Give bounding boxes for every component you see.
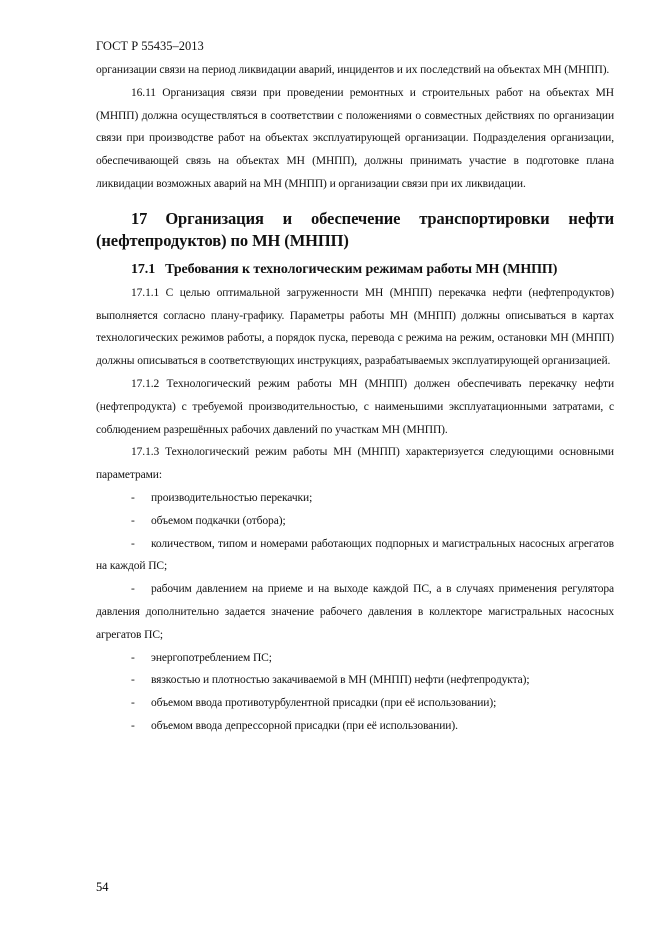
list-item xyxy=(96,692,614,715)
section-17-1-title: Требования к технологическим режимам работы МН (МНПП) xyxy=(165,261,558,277)
list-dash: - xyxy=(131,719,135,732)
list-item xyxy=(96,715,614,738)
list-item-text: количеством, типом и номерами работающих подпорных и магистральных насосных агрегатов на каждой ПС; xyxy=(96,537,614,573)
section-17-title: Организация и обеспечение транспортировки нефти (нефтепродуктов) по МН (МНПП) xyxy=(96,208,614,250)
list-dash: - xyxy=(131,537,135,550)
list-dash: - xyxy=(131,674,135,687)
paragraph-17-1-1: 17.1.1 С целью оптимальной загруженности МН (МНПП) перекачка нефти (нефтепродуктов) выполняется согласно плану-графику. Параметры работы МН (МНПП) должны описываться в картах технологических режимов работы, а порядок пуска, перевода с режима на режим, остановки МН (МНПП) должны описываться в соответствующих инструкциях, разрабатываемых эксплуатирующей организацией. xyxy=(96,286,614,368)
section-17-heading xyxy=(96,208,614,252)
list-dash: - xyxy=(131,583,135,596)
list-item-text: производительностью перекачки; xyxy=(151,491,313,504)
paragraph-17-1-3: 17.1.3 Технологический режим работы МН (МНПП) характеризуется следующими основными параметрами: xyxy=(96,446,614,482)
list-item xyxy=(96,669,614,692)
section-17-1-heading xyxy=(96,262,614,278)
list-item-text: объемом ввода депрессорной присадки (при её использовании). xyxy=(151,719,458,732)
list-item-text: энергопотреблением ПС; xyxy=(151,651,272,664)
parameters-list xyxy=(96,487,614,738)
list-item xyxy=(96,510,614,533)
page-number: 54 xyxy=(96,880,109,894)
paragraph-16-11: 16.11 Организация связи при проведении ремонтных и строительных работ на объектах МН (МНПП) должна осуществляться в соответствии с положениями о совместных действиях по организации связи при производстве работ на объектах эксплуатирующей организации. Подразделения организации, обеспечивающей связь на объектах МН (МНПП), должны принимать участие в подготовке плана ликвидации возможных аварий на МН (МНПП) и организации связи при их ликвидации. xyxy=(96,86,614,190)
list-item-text: объемом подкачки (отбора); xyxy=(151,514,286,527)
list-item xyxy=(96,647,614,670)
list-item xyxy=(96,487,614,510)
list-dash: - xyxy=(131,697,135,710)
list-item-text: вязкостью и плотностью закачиваемой в МН (МНПП) нефти (нефтепродукта); xyxy=(151,674,530,687)
list-dash: - xyxy=(131,491,135,504)
list-item xyxy=(96,578,614,646)
list-dash: - xyxy=(131,651,135,664)
paragraph-continuation: организации связи на период ликвидации аварий, инцидентов и их последствий на объектах МН (МНПП). xyxy=(96,64,610,76)
section-17-number: 17 xyxy=(131,208,148,228)
list-item xyxy=(96,533,614,579)
list-dash: - xyxy=(131,514,135,527)
list-item-text: рабочим давлением на приеме и на выходе каждой ПС, а в случаях применения регулятора давления дополнительно задается значение рабочего давления в коллекторе магистральных насосных агрегатов ПС; xyxy=(96,583,614,641)
page-header-standard: ГОСТ Р 55435–2013 xyxy=(96,39,204,53)
list-item-text: объемом ввода противотурбулентной присадки (при её использовании); xyxy=(151,697,497,710)
paragraph-17-1-2: 17.1.2 Технологический режим работы МН (МНПП) должен обеспечивать перекачку нефти (нефтепродукта) с требуемой производительностью, с наименьшими эксплуатационными затратами, с соблюдением разрешённых рабочих давлений по участкам МН (МНПП). xyxy=(96,377,614,436)
section-17-1-number: 17.1 xyxy=(131,261,156,277)
